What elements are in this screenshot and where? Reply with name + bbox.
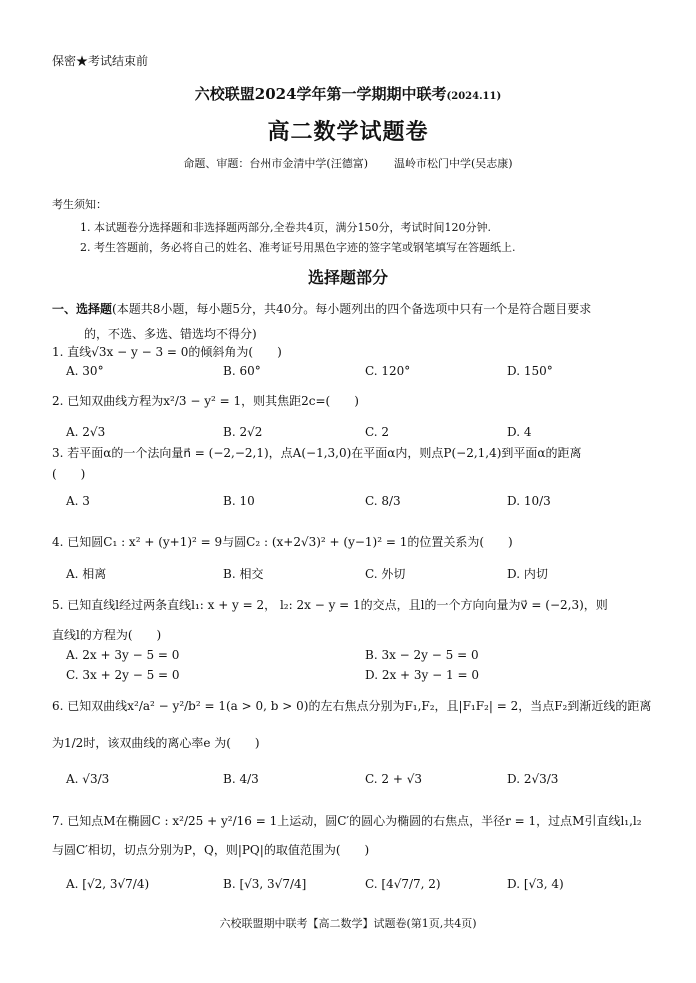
question-stem: 2. 已知双曲线方程为x²/3 − y² = 1，则其焦距2c=( )	[52, 394, 359, 408]
option-b: B. 相交	[223, 567, 264, 581]
option-c: C. 2	[365, 425, 390, 439]
option-c: C. 2 + √3	[365, 772, 422, 786]
part-label: 一、选择题	[52, 302, 113, 316]
option-b: B. 10	[223, 494, 255, 508]
exam-title-main: 六校联盟2024学年第一学期期中联考	[194, 85, 447, 103]
subject-title: 高二数学试题卷	[267, 119, 429, 145]
part-instructions	[52, 297, 648, 347]
author-2: 温岭市松门中学(吴志康)	[394, 157, 513, 170]
option-b: B. 3x − 2y − 5 = 0	[365, 648, 479, 662]
question-stem: 7. 已知点M在椭圆C : x²/25 + y²/16 = 1上运动，圆C′的圆心为椭圆的右焦点，半径r = 1，过点M引直线l₁,l₂	[52, 814, 642, 828]
option-a: A. √3/3	[66, 772, 110, 786]
option-b: B. 60°	[223, 364, 261, 378]
option-c: C. 8/3	[365, 494, 401, 508]
question-stem: 3. 若平面α的一个法向量n⃗ = (−2,−2,1)，点A(−1,3,0)在平面α内，则点P(−2,1,4)到平面α的距离	[52, 446, 582, 460]
option-d: D. 2x + 3y − 1 = 0	[365, 668, 479, 682]
part-desc: (本题共8小题，每小题5分，共40分。每小题列出的四个备选项中只有一个是符合题目要求	[112, 302, 592, 316]
exam-title	[0, 83, 696, 104]
confidential-mark: 保密★考试结束前	[52, 54, 149, 68]
option-c: C. 120°	[365, 364, 411, 378]
option-b: B. 2√2	[223, 425, 263, 439]
author-1: 命题、审题：台州市金清中学(汪德富)	[183, 157, 368, 170]
option-a: A. 相离	[66, 567, 107, 581]
option-d: D. 150°	[507, 364, 553, 378]
option-a: A. [√2, 3√7/4)	[66, 877, 150, 891]
option-c: C. 外切	[365, 567, 406, 581]
option-d: D. 4	[507, 425, 532, 439]
option-a: A. 3	[66, 494, 90, 508]
option-c: C. 3x + 2y − 5 = 0	[66, 668, 180, 682]
page-footer: 六校联盟期中联考【高二数学】试题卷(第1页,共4页)	[219, 917, 477, 930]
option-b: B. 4/3	[223, 772, 259, 786]
question-stem-cont: ( )	[52, 467, 86, 481]
option-d: D. 10/3	[507, 494, 551, 508]
option-d: D. 内切	[507, 567, 548, 581]
option-d: D. 2√3/3	[507, 772, 559, 786]
exam-date: (2024.11)	[446, 91, 502, 102]
notice-item: 2. 考生答题前，务必将自己的姓名、准考证号用黑色字迹的签字笔或钢笔填写在答题纸上.	[80, 241, 516, 254]
notice-item: 1. 本试题卷分选择题和非选择题两部分,全卷共4页，满分150分，考试时间120分钟.	[80, 221, 491, 234]
option-d: D. [√3, 4)	[507, 877, 564, 891]
question-stem-cont: 为1/2时，该双曲线的离心率e 为( )	[52, 736, 260, 750]
question-stem: 6. 已知双曲线x²/a² − y²/b² = 1(a > 0, b > 0)的左右焦点分别为F₁,F₂，且|F₁F₂| = 2，当点F₂到渐近线的距离	[52, 699, 652, 713]
question-stem: 5. 已知直线l经过两条直线l₁: x + y = 2， l₂: 2x − y = 1的交点，且l的一个方向向量为v⃗ = (−2,3)，则	[52, 598, 608, 612]
option-a: A. 2√3	[66, 425, 106, 439]
question-stem: 1. 直线√3x − y − 3 = 0的倾斜角为( )	[52, 345, 282, 359]
part-desc-cont: 的，不选、多选、错选均不得分)	[84, 327, 257, 341]
section-title: 选择题部分	[307, 268, 388, 287]
question-stem: 4. 已知圆C₁ : x² + (y+1)² = 9与圆C₂ : (x+2√3)² + (y−1)² = 1的位置关系为( )	[52, 535, 513, 549]
option-b: B. [√3, 3√7/4]	[223, 877, 307, 891]
question-stem-cont: 直线l的方程为( )	[52, 628, 162, 642]
question-stem-cont: 与圆C′相切，切点分别为P，Q，则|PQ|的取值范围为( )	[52, 843, 370, 857]
notice-heading: 考生须知：	[52, 198, 107, 211]
option-c: C. [4√7/7, 2)	[365, 877, 441, 891]
authors-line	[0, 155, 696, 171]
option-a: A. 30°	[66, 364, 104, 378]
option-a: A. 2x + 3y − 5 = 0	[66, 648, 180, 662]
